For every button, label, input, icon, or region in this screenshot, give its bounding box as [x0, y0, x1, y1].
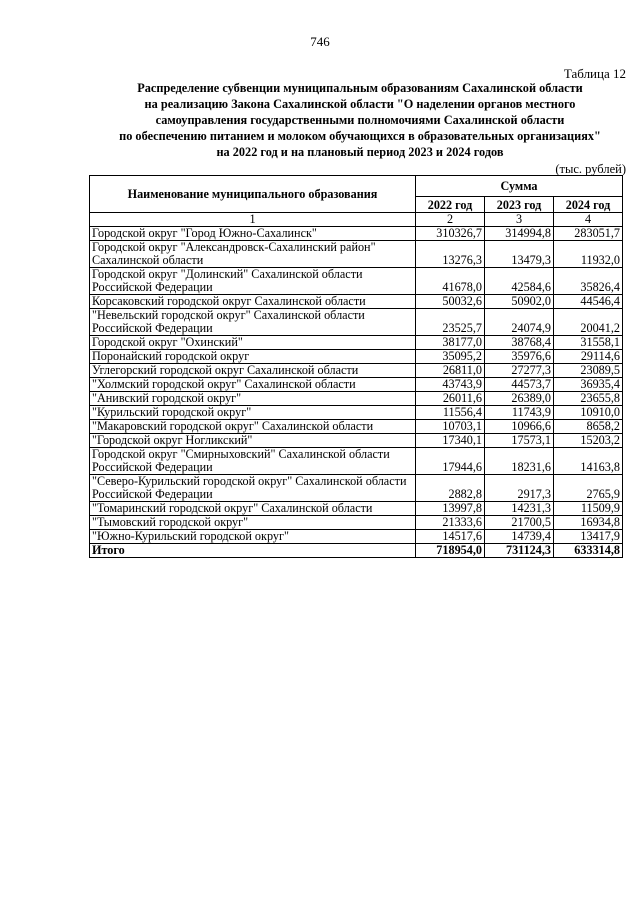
- title-line: на реализацию Закона Сахалинской области "О наделении органов местного: [144, 97, 576, 111]
- value-2023: 44573,7: [485, 378, 554, 392]
- value-2023: 35976,6: [485, 350, 554, 364]
- value-2024: 14163,8: [554, 448, 623, 475]
- total-2023: 731124,3: [485, 544, 554, 558]
- table-row: [90, 227, 623, 241]
- value-2022: 2882,8: [416, 475, 485, 502]
- value-2022: 23525,7: [416, 309, 485, 336]
- value-2024: 35826,4: [554, 268, 623, 295]
- value-2023: 13479,3: [485, 241, 554, 268]
- value-2024: 36935,4: [554, 378, 623, 392]
- table-row: [90, 378, 623, 392]
- header-year-2024: 2024 год: [554, 197, 623, 213]
- value-2024: 20041,2: [554, 309, 623, 336]
- value-2022: 41678,0: [416, 268, 485, 295]
- column-number: 3: [485, 213, 554, 227]
- municipality-name: Городской округ "Город Южно-Сахалинск": [90, 227, 416, 241]
- value-2023: 11743,9: [485, 406, 554, 420]
- title-line: на 2022 год и на плановый период 2023 и 2024 годов: [216, 145, 504, 159]
- table-row: [90, 448, 623, 475]
- document-title: [80, 80, 640, 160]
- table-row: [90, 420, 623, 434]
- value-2023: 26389,0: [485, 392, 554, 406]
- header-year-2023: 2023 год: [485, 197, 554, 213]
- value-2023: 27277,3: [485, 364, 554, 378]
- value-2024: 2765,9: [554, 475, 623, 502]
- value-2022: 26011,6: [416, 392, 485, 406]
- value-2023: 42584,6: [485, 268, 554, 295]
- municipality-name: Углегорский городской округ Сахалинской области: [90, 364, 416, 378]
- value-2024: 8658,2: [554, 420, 623, 434]
- municipality-name: "Невельский городской округ" Сахалинской области Российской Федерации: [90, 309, 416, 336]
- title-line: самоуправления государственными полномочиями Сахалинской области: [155, 113, 565, 127]
- table-row: [90, 309, 623, 336]
- municipality-name: "Южно-Курильский городской округ": [90, 530, 416, 544]
- value-2024: 11509,9: [554, 502, 623, 516]
- value-2022: 11556,4: [416, 406, 485, 420]
- header-sum: Сумма: [416, 176, 623, 197]
- page-number: 746: [310, 34, 330, 49]
- value-2024: 15203,2: [554, 434, 623, 448]
- municipality-name: Городской округ "Смирныховский" Сахалинской области Российской Федерации: [90, 448, 416, 475]
- value-2022: 21333,6: [416, 516, 485, 530]
- value-2022: 26811,0: [416, 364, 485, 378]
- total-label: Итого: [90, 544, 416, 558]
- total-row: [90, 544, 623, 558]
- column-number: 4: [554, 213, 623, 227]
- municipality-name: "Курильский городской округ": [90, 406, 416, 420]
- value-2024: 10910,0: [554, 406, 623, 420]
- subsidy-table: [89, 175, 623, 558]
- table-row: [90, 475, 623, 502]
- table-row: [90, 516, 623, 530]
- table-row: [90, 406, 623, 420]
- municipality-name: "Томаринский городской округ" Сахалинской области: [90, 502, 416, 516]
- header-name: Наименование муниципального образования: [90, 176, 416, 213]
- table-label: Таблица 12: [563, 66, 626, 81]
- municipality-name: Городской округ "Долинский" Сахалинской области Российской Федерации: [90, 268, 416, 295]
- municipality-name: "Макаровский городской округ" Сахалинской области: [90, 420, 416, 434]
- value-2022: 13276,3: [416, 241, 485, 268]
- municipality-name: Городской округ "Александровск-Сахалинский район" Сахалинской области: [90, 241, 416, 268]
- value-2024: 23655,8: [554, 392, 623, 406]
- value-2022: 310326,7: [416, 227, 485, 241]
- table-row: [90, 364, 623, 378]
- value-2022: 35095,2: [416, 350, 485, 364]
- table-body: [90, 227, 623, 544]
- municipality-name: Корсаковский городской округ Сахалинской области: [90, 295, 416, 309]
- title-line: Распределение субвенции муниципальным образованиям Сахалинской области: [137, 81, 583, 95]
- municipality-name: "Городской округ Ногликский": [90, 434, 416, 448]
- value-2023: 314994,8: [485, 227, 554, 241]
- municipality-name: "Северо-Курильский городской округ" Сахалинской области Российской Федерации: [90, 475, 416, 502]
- value-2024: 31558,1: [554, 336, 623, 350]
- value-2023: 38768,4: [485, 336, 554, 350]
- column-number: 1: [90, 213, 416, 227]
- value-2024: 16934,8: [554, 516, 623, 530]
- units-label: (тыс. рублей): [555, 162, 626, 176]
- value-2022: 10703,1: [416, 420, 485, 434]
- municipality-name: Городской округ "Охинский": [90, 336, 416, 350]
- table-row: [90, 268, 623, 295]
- value-2022: 13997,8: [416, 502, 485, 516]
- table-row: [90, 434, 623, 448]
- column-number: 2: [416, 213, 485, 227]
- total-2022: 718954,0: [416, 544, 485, 558]
- title-line: по обеспечению питанием и молоком обучающихся в образовательных организациях": [119, 129, 601, 143]
- value-2024: 23089,5: [554, 364, 623, 378]
- value-2022: 17944,6: [416, 448, 485, 475]
- value-2024: 283051,7: [554, 227, 623, 241]
- table-row: [90, 295, 623, 309]
- value-2022: 43743,9: [416, 378, 485, 392]
- value-2023: 2917,3: [485, 475, 554, 502]
- value-2023: 50902,0: [485, 295, 554, 309]
- value-2024: 44546,4: [554, 295, 623, 309]
- value-2023: 14231,3: [485, 502, 554, 516]
- table-row: [90, 350, 623, 364]
- municipality-name: "Тымовский городской округ": [90, 516, 416, 530]
- municipality-name: "Анивский городской округ": [90, 392, 416, 406]
- value-2023: 21700,5: [485, 516, 554, 530]
- table-row: [90, 392, 623, 406]
- table-row: [90, 502, 623, 516]
- table-row: [90, 336, 623, 350]
- value-2022: 38177,0: [416, 336, 485, 350]
- value-2023: 17573,1: [485, 434, 554, 448]
- value-2022: 50032,6: [416, 295, 485, 309]
- table-row: [90, 530, 623, 544]
- municipality-name: "Холмский городской округ" Сахалинской области: [90, 378, 416, 392]
- value-2024: 13417,9: [554, 530, 623, 544]
- value-2023: 10966,6: [485, 420, 554, 434]
- value-2023: 18231,6: [485, 448, 554, 475]
- value-2023: 24074,9: [485, 309, 554, 336]
- value-2023: 14739,4: [485, 530, 554, 544]
- value-2024: 11932,0: [554, 241, 623, 268]
- municipality-name: Поронайский городской округ: [90, 350, 416, 364]
- value-2024: 29114,6: [554, 350, 623, 364]
- value-2022: 14517,6: [416, 530, 485, 544]
- header-year-2022: 2022 год: [416, 197, 485, 213]
- value-2022: 17340,1: [416, 434, 485, 448]
- total-2024: 633314,8: [554, 544, 623, 558]
- table-row: [90, 241, 623, 268]
